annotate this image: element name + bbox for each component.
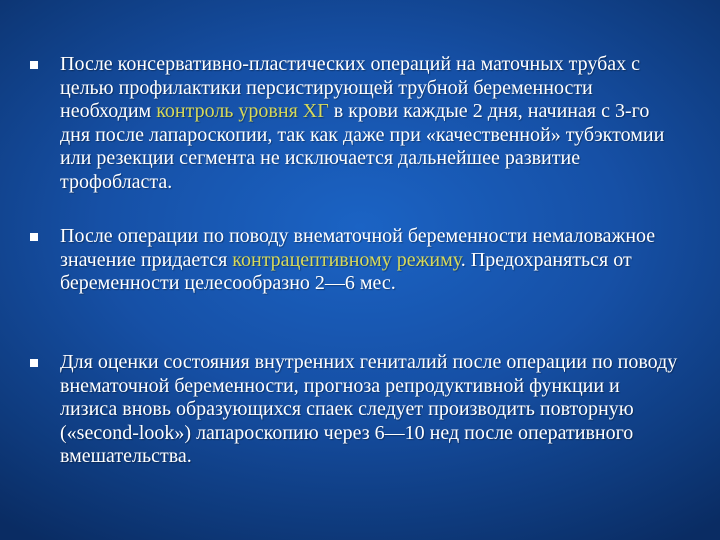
square-bullet-icon	[30, 233, 38, 241]
highlighted-phrase: контроль уровня ХГ	[156, 100, 329, 122]
bullet-text	[60, 53, 680, 194]
bullet-text-part: После консервативно-пластических операций на маточных трубах с целью профилактики персистирующей трубной беременности необходим	[60, 53, 641, 122]
bullet-text-part: Для оценки состояния внутренних гениталий после операции по поводу внематочной беременности, прогноза репродуктивной функции и лизиса вновь образующихся спаек следует производить повторную («second-look») лапароскопию через 6—10 нед после оперативного вмешательства.	[60, 351, 678, 467]
square-bullet-icon	[30, 61, 38, 69]
bullet-text	[60, 351, 680, 469]
bullet-text-part: в крови каждые 2 дня, начиная с 3-го дня после лапароскопии, так как даже при «качественной» тубэктомии или резекции сегмента не исключается дальнейшее развитие трофобласта.	[60, 100, 665, 193]
bullet-text	[60, 225, 680, 296]
bullet-text-part: . Предохраняться от беременности целесообразно 2—6 мес.	[60, 248, 632, 294]
bullet-text-part: После операции по поводу внематочной беременности немаловажное значение придается	[60, 225, 656, 271]
highlighted-phrase: контрацептивному режиму	[232, 248, 461, 271]
square-bullet-icon	[30, 359, 38, 367]
